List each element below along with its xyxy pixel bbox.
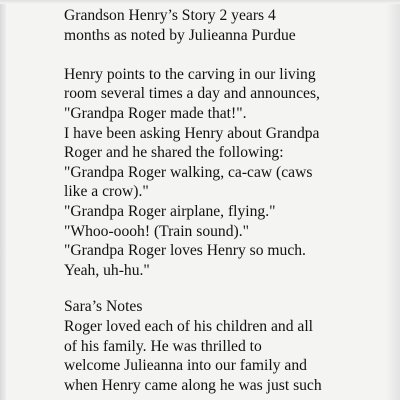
story-paragraph <box>64 65 394 281</box>
blank-line <box>64 280 394 297</box>
story-line: "Grandpa Roger airplane, flying." <box>64 202 276 220</box>
scan-shadow-top <box>0 0 400 4</box>
notes-line: of his family. He was thrilled to <box>64 337 262 355</box>
story-line: I have been asking Henry about Grandpa <box>64 124 320 142</box>
story-line: Yeah, uh-hu." <box>64 261 150 279</box>
story-line: "Grandpa Roger made that!". <box>64 104 247 122</box>
story-line: room several times a day and announces, <box>64 85 320 103</box>
story-line: Roger and he shared the following: <box>64 144 284 162</box>
story-line: "Whoo-oooh! (Train sound)." <box>64 222 249 240</box>
notes-line: when Henry came along he was just such <box>64 376 322 394</box>
document-body <box>64 6 394 395</box>
blank-line <box>64 45 394 65</box>
story-line: "Grandpa Roger walking, ca-caw (caws <box>64 163 313 181</box>
story-line: "Grandpa Roger loves Henry so much. <box>64 242 306 260</box>
header-line: months as noted by Julieanna Purdue <box>64 26 296 44</box>
document-header <box>64 6 394 45</box>
scan-shadow-left <box>0 0 6 400</box>
notes-heading: Sara’s Notes <box>64 298 143 316</box>
notes-line: welcome Julieanna into our family and <box>64 357 307 375</box>
header-line: Grandson Henry’s Story 2 years 4 <box>64 7 276 24</box>
story-line: Henry points to the carving in our living <box>64 65 316 83</box>
notes-section <box>64 297 394 395</box>
notes-line: Roger loved each of his children and all <box>64 317 313 335</box>
story-line: like a crow)." <box>64 183 149 201</box>
